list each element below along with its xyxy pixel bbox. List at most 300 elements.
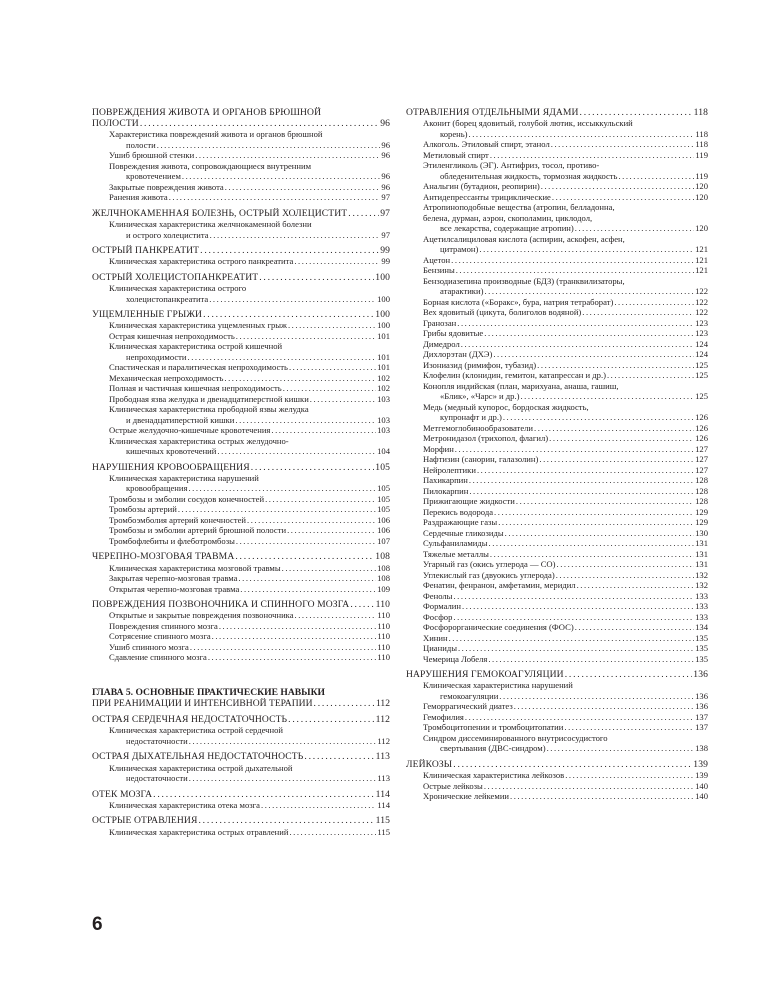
page-ref: 96 — [380, 118, 390, 130]
page-ref: 128 — [695, 496, 708, 507]
toc-subentry[interactable] — [406, 654, 708, 665]
toc-section[interactable] — [92, 714, 390, 725]
page-ref: 123 — [695, 328, 708, 339]
toc-section[interactable] — [92, 309, 390, 320]
page-ref: 126 — [695, 422, 708, 433]
toc-entry-line — [423, 223, 708, 234]
toc-subentry[interactable] — [406, 370, 708, 381]
toc-entry-text: Ацетон — [423, 254, 451, 265]
toc-entry-text: Фенолы — [423, 590, 453, 601]
toc-subentry[interactable] — [92, 331, 390, 342]
dot-leader — [188, 483, 376, 494]
dot-leader — [449, 633, 695, 644]
dot-leader — [283, 383, 376, 394]
dot-leader — [516, 496, 694, 507]
toc-entry-text: полости — [126, 139, 156, 150]
dot-leader — [140, 118, 379, 129]
toc-entry-line — [92, 462, 390, 473]
page-ref: 115 — [377, 826, 390, 837]
toc-subentry[interactable] — [406, 202, 708, 234]
toc-entry-text: Повреждения спинного мозга — [109, 620, 218, 631]
toc-entry-line — [423, 171, 708, 182]
toc-subentry[interactable] — [406, 781, 708, 792]
toc-entry-line — [109, 331, 390, 342]
toc-subentry[interactable] — [406, 423, 708, 434]
toc-entry-text: Клиническая характеристика нарушений — [109, 472, 259, 483]
toc-section[interactable] — [92, 107, 390, 129]
toc-section[interactable] — [92, 272, 390, 283]
page-ref: 125 — [695, 359, 708, 370]
toc-subentry[interactable] — [92, 425, 390, 436]
toc-entry-line — [423, 475, 708, 486]
toc-section[interactable] — [92, 815, 390, 826]
toc-subentry[interactable] — [406, 601, 708, 612]
dot-leader — [484, 328, 694, 339]
toc-subentry[interactable] — [92, 394, 390, 405]
toc-subentry[interactable] — [92, 161, 390, 182]
toc-entry-line — [423, 433, 708, 444]
toc-subentry[interactable] — [406, 360, 708, 371]
dot-leader — [607, 370, 694, 381]
toc-subentry[interactable] — [406, 791, 708, 802]
page-ref: 130 — [695, 527, 708, 538]
dot-leader — [200, 245, 379, 256]
toc-subentry[interactable] — [92, 563, 390, 574]
toc-entry-text: Острые лейкозы — [423, 780, 483, 791]
dot-leader — [287, 525, 376, 536]
toc-subentry[interactable] — [92, 341, 390, 362]
toc-entry-text: ЖЕЛЧНОКАМЕННАЯ БОЛЕЗНЬ, ОСТРЫЙ ХОЛЕЦИСТИТ — [92, 207, 348, 219]
toc-entry-text: Ранения живота — [109, 192, 168, 203]
toc-entry-line — [423, 622, 708, 633]
page-ref: 121 — [695, 244, 708, 255]
toc-entry-text: ОТРАВЛЕНИЯ ОТДЕЛЬНЫМИ ЯДАМИ — [406, 107, 579, 118]
toc-entry-text: Пилокарпин — [423, 485, 469, 496]
toc-subentry[interactable] — [406, 612, 708, 623]
toc-entry-text: недостаточности — [126, 773, 188, 784]
toc-entry-text: Борная кислота («Боракс», бура, натрия тетраборат) — [423, 296, 614, 307]
toc-subentry[interactable] — [92, 219, 390, 240]
dot-leader — [238, 573, 376, 584]
page-ref: 137 — [695, 722, 708, 733]
toc-entry-text: Сульфаниламиды — [423, 538, 488, 549]
toc-entry-text: Этиленгликоль (ЭГ). Антифриз, тосол, противо- — [423, 160, 600, 171]
toc-entry-line — [423, 496, 708, 507]
page-ref: 119 — [695, 170, 708, 181]
dot-leader — [208, 652, 377, 663]
page-ref: 118 — [695, 128, 708, 139]
toc-entry-line — [92, 815, 390, 826]
toc-section[interactable] — [92, 245, 390, 256]
toc-entry-line — [109, 563, 390, 574]
dot-leader — [490, 549, 694, 560]
page-ref: 101 — [377, 362, 390, 373]
toc-entry-line — [423, 192, 708, 203]
toc-entry-text: ПРИ РЕАНИМАЦИИ И ИНТЕНСИВНОЙ ТЕРАПИИ — [92, 698, 313, 710]
toc-entry-line — [92, 789, 390, 800]
toc-subentry[interactable] — [406, 633, 708, 644]
toc-entry-line — [423, 633, 708, 644]
toc-entry-text: недостаточности — [126, 735, 188, 746]
toc-entry-text: гемокоагуляции — [440, 690, 499, 701]
toc-entry-text: Фосфор — [423, 611, 453, 622]
toc-entry-text: Формалин — [423, 601, 462, 612]
page-ref: 101 — [377, 351, 390, 362]
page-ref: 112 — [377, 735, 390, 746]
toc-entry-line — [423, 265, 708, 276]
toc-subentry[interactable] — [406, 538, 708, 549]
dot-leader — [304, 751, 374, 762]
toc-subentry[interactable] — [92, 827, 390, 838]
toc-subentry[interactable] — [92, 621, 390, 632]
toc-entry-line — [423, 580, 708, 591]
toc-subentry[interactable] — [406, 507, 708, 518]
toc-entry-text: Атропиноподобные вещества (атропин, белладонна, — [423, 202, 615, 213]
toc-subentry[interactable] — [92, 362, 390, 373]
toc-entry-text: УЩЕМЛЕННЫЕ ГРЫЖИ — [92, 309, 203, 321]
toc-subentry[interactable] — [406, 701, 708, 712]
toc-entry-line — [423, 255, 708, 266]
page-ref: 103 — [377, 414, 390, 425]
toc-subentry[interactable] — [406, 402, 708, 423]
toc-entry-line — [423, 781, 708, 792]
toc-entry-line — [423, 591, 708, 602]
toc-subentry[interactable] — [406, 559, 708, 570]
toc-entry-line — [109, 652, 390, 663]
toc-subentry[interactable] — [406, 381, 708, 402]
dot-leader — [212, 631, 377, 642]
toc-entry-line — [423, 538, 708, 549]
toc-entry-text: Бензины — [423, 265, 455, 276]
toc-entry-line — [109, 294, 390, 305]
toc-section[interactable] — [406, 669, 708, 680]
toc-entry-text: Пахикарпин — [423, 475, 468, 486]
toc-subentry[interactable] — [406, 580, 708, 591]
toc-entry-text: Геморрагический диатез — [423, 701, 513, 712]
toc-subentry[interactable] — [92, 494, 390, 505]
toc-subentry[interactable] — [92, 800, 390, 811]
toc-entry-line — [109, 171, 390, 182]
toc-subentry[interactable] — [92, 642, 390, 653]
page-ref: 110 — [377, 620, 390, 631]
toc-entry-text: Спастическая и паралитическая непроходимость — [109, 362, 288, 373]
toc-subentry[interactable] — [406, 297, 708, 308]
dot-leader — [484, 781, 694, 792]
dot-leader — [564, 722, 694, 733]
toc-subentry[interactable] — [92, 373, 390, 384]
toc-entry-line — [423, 743, 708, 754]
page-ref: 101 — [377, 330, 390, 341]
dot-leader — [224, 373, 376, 384]
page-ref: 100 — [375, 271, 390, 283]
toc-subentry[interactable] — [92, 150, 390, 161]
toc-subentry[interactable] — [92, 283, 390, 304]
page-ref: 137 — [695, 711, 708, 722]
toc-entry-text: и двенадцатиперстной кишки — [126, 414, 235, 425]
page-ref: 97 — [380, 207, 390, 219]
page-ref: 106 — [377, 525, 390, 536]
toc-entry-text: Перекись водорода — [423, 506, 494, 517]
toc-entry-line — [406, 669, 708, 680]
toc-entry-text: Острые желудочно-кишечные кровотечения — [109, 425, 271, 436]
toc-subentry[interactable] — [406, 591, 708, 602]
toc-entry-line — [423, 307, 708, 318]
toc-entry-text: Анальгин (бутадион, реопирин) — [423, 181, 540, 192]
dot-leader — [461, 339, 694, 350]
toc-entry-line — [109, 610, 390, 621]
toc-subentry[interactable] — [92, 763, 390, 784]
toc-subentry[interactable] — [406, 722, 708, 733]
page-ref: 120 — [695, 223, 708, 234]
page-ref: 122 — [695, 286, 708, 297]
toc-entry-text: кровотечением — [126, 171, 181, 182]
toc-subentry[interactable] — [92, 610, 390, 621]
toc-entry-line — [92, 551, 390, 562]
toc-entry-line — [109, 494, 390, 505]
toc-entry-text: ПОЛОСТИ — [92, 118, 139, 130]
toc-section[interactable] — [92, 751, 390, 762]
toc-subentry[interactable] — [406, 549, 708, 560]
toc-section[interactable] — [92, 789, 390, 800]
toc-section[interactable] — [406, 107, 708, 118]
dot-leader — [247, 515, 376, 526]
page-ref: 118 — [693, 107, 708, 118]
dot-leader — [537, 360, 694, 371]
toc-subentry[interactable] — [406, 318, 708, 329]
toc-entry-line — [423, 507, 708, 518]
page-ref: 113 — [377, 773, 390, 784]
toc-subentry[interactable] — [406, 118, 708, 139]
toc-subentry[interactable] — [92, 573, 390, 584]
toc-subentry[interactable] — [406, 181, 708, 192]
dot-leader — [453, 612, 694, 623]
dot-leader — [235, 551, 374, 562]
toc-entry-line — [92, 698, 390, 709]
toc-subentry[interactable] — [92, 182, 390, 193]
page-ref: 107 — [377, 535, 390, 546]
toc-entry-text: атарактики) — [440, 286, 484, 297]
page-ref: 106 — [377, 514, 390, 525]
toc-section[interactable] — [406, 759, 708, 770]
toc-subentry[interactable] — [92, 652, 390, 663]
toc-subentry[interactable] — [92, 504, 390, 515]
toc-entry-line — [423, 297, 708, 308]
dot-leader — [577, 580, 695, 591]
page-ref: 136 — [695, 690, 708, 701]
dot-leader — [251, 462, 375, 473]
toc-section[interactable] — [92, 208, 390, 219]
toc-entry-text: Характеристика повреждений живота и органов брюшной — [109, 129, 323, 140]
toc-entry-text: Вех ядовитый (цикута, болиголов водяной) — [423, 307, 582, 318]
toc-entry-text: Димедрол — [423, 338, 460, 349]
toc-subentry[interactable] — [406, 139, 708, 150]
page-ref: 112 — [375, 698, 390, 710]
toc-left-column — [92, 107, 390, 837]
toc-entry-line — [109, 320, 390, 331]
toc-subentry[interactable] — [92, 525, 390, 536]
toc-entry-text: непроходимости — [126, 351, 187, 362]
toc-subentry[interactable] — [406, 712, 708, 723]
toc-entry-text: цитрамон) — [440, 244, 479, 255]
toc-subentry[interactable] — [406, 770, 708, 781]
toc-entry-text: Клиническая характеристика отека мозга — [109, 799, 260, 810]
toc-subentry[interactable] — [406, 528, 708, 539]
dot-leader — [514, 701, 694, 712]
toc-right-column — [406, 107, 708, 802]
toc-subentry[interactable] — [92, 192, 390, 203]
toc-entry-line — [423, 244, 708, 255]
toc-entry-text: Тромбофлебиты и флеботромбозы — [109, 535, 235, 546]
toc-entry-line — [423, 150, 708, 161]
dot-leader — [195, 150, 380, 161]
toc-subentry[interactable] — [92, 536, 390, 547]
dot-leader — [479, 244, 694, 255]
toc-subentry[interactable] — [406, 465, 708, 476]
toc-entry-text: Тяжелые металлы — [423, 548, 489, 559]
toc-entry-text: Сотрясение спинного мозга — [109, 631, 211, 642]
toc-entry-text: Фенатин, фенранон, амфетамин, меридил — [423, 580, 576, 591]
toc-entry-text: НАРУШЕНИЯ КРОВООБРАЩЕНИЯ — [92, 461, 250, 473]
dot-leader — [178, 504, 376, 515]
page-ref: 123 — [695, 317, 708, 328]
toc-subentry[interactable] — [92, 383, 390, 394]
toc-subentry[interactable] — [406, 255, 708, 266]
page-ref: 136 — [693, 669, 708, 681]
toc-subentry[interactable] — [92, 436, 390, 457]
toc-entry-text: Тромбоэмболия артерий конечностей — [109, 514, 247, 525]
toc-entry-text: Тромбозы и эмболии артерий брюшной полости — [109, 525, 287, 536]
toc-subentry[interactable] — [406, 680, 708, 701]
toc-entry-text: ПОВРЕЖДЕНИЯ ПОЗВОНОЧНИКА И СПИННОГО МОЗГА — [92, 599, 350, 611]
toc-subentry[interactable] — [92, 320, 390, 331]
toc-entry-line — [92, 272, 390, 283]
toc-entry-line — [423, 691, 708, 702]
toc-entry-line — [109, 373, 390, 384]
toc-subentry[interactable] — [92, 256, 390, 267]
toc-entry-line — [423, 444, 708, 455]
page-ref: 133 — [695, 590, 708, 601]
dot-leader — [271, 425, 376, 436]
toc-entry-line — [423, 318, 708, 329]
toc-entry-text: Сдавление спинного мозга — [109, 652, 207, 663]
toc-subentry[interactable] — [406, 517, 708, 528]
toc-subentry[interactable] — [92, 584, 390, 595]
dot-leader — [236, 536, 376, 547]
toc-entry-text: Острая кишечная непроходимость — [109, 330, 235, 341]
dot-leader — [188, 352, 377, 363]
toc-subentry[interactable] — [92, 129, 390, 150]
toc-subentry[interactable] — [406, 444, 708, 455]
toc-section[interactable] — [92, 551, 390, 562]
toc-subentry[interactable] — [406, 454, 708, 465]
toc-entry-line — [92, 245, 390, 256]
page-ref: 110 — [377, 610, 390, 621]
toc-entry-line — [109, 584, 390, 595]
toc-subentry[interactable] — [406, 643, 708, 654]
toc-entry-line — [423, 654, 708, 665]
toc-entry-text: Клиническая характеристика острого панкреатита — [109, 256, 294, 267]
dot-leader — [348, 208, 379, 219]
page-ref: 127 — [695, 443, 708, 454]
toc-entry-text: Клиническая характеристика острого — [109, 283, 247, 294]
toc-subentry[interactable] — [92, 725, 390, 746]
toc-subentry[interactable] — [406, 622, 708, 633]
toc-entry-text: Чемерица Лобеля — [423, 653, 488, 664]
toc-subentry[interactable] — [406, 733, 708, 754]
page-ref: 124 — [695, 338, 708, 349]
dot-leader — [503, 412, 694, 423]
dot-leader — [453, 759, 692, 770]
toc-subentry[interactable] — [406, 349, 708, 360]
toc-entry-text: Хронические лейкемии — [423, 791, 510, 802]
toc-entry-text: все лекарства, содержащие атропин) — [440, 223, 574, 234]
dot-leader — [565, 669, 693, 680]
toc-entry-line — [423, 722, 708, 733]
toc-section[interactable] — [92, 462, 390, 473]
toc-entry-line — [109, 631, 390, 642]
page-ref: 131 — [695, 538, 708, 549]
toc-subentry[interactable] — [406, 150, 708, 161]
toc-subentry[interactable] — [92, 473, 390, 494]
toc-entry-line — [423, 528, 708, 539]
toc-entry-text: Прижигающие жидкости — [423, 496, 515, 507]
toc-entry-text: Метгемоглобинообразователи — [423, 422, 534, 433]
toc-entry-line — [423, 129, 708, 140]
toc-section[interactable] — [92, 599, 390, 610]
toc-subentry[interactable] — [406, 265, 708, 276]
toc-entry-line — [423, 370, 708, 381]
toc-entry-line — [406, 107, 708, 118]
toc-subentry[interactable] — [406, 496, 708, 507]
toc-entry-text: Хинин — [423, 632, 448, 643]
toc-entry-text: Нейролептики — [423, 464, 476, 475]
page-ref: 113 — [375, 751, 390, 763]
toc-subentry[interactable] — [406, 160, 708, 181]
toc-subentry[interactable] — [406, 570, 708, 581]
toc-entry-line — [109, 642, 390, 653]
toc-chapter[interactable] — [92, 687, 390, 709]
toc-subentry[interactable] — [406, 328, 708, 339]
toc-subentry[interactable] — [92, 404, 390, 425]
toc-entry-line — [109, 140, 390, 151]
toc-entry-line — [109, 525, 390, 536]
toc-subentry[interactable] — [406, 433, 708, 444]
page-ref: 100 — [377, 320, 390, 331]
toc-subentry[interactable] — [406, 276, 708, 297]
toc-subentry[interactable] — [406, 234, 708, 255]
toc-entry-line — [92, 751, 390, 762]
toc-entry-line — [423, 701, 708, 712]
page-ref: 139 — [693, 758, 708, 770]
page-ref: 125 — [695, 370, 708, 381]
dot-leader — [453, 591, 694, 602]
toc-subentry[interactable] — [406, 307, 708, 318]
toc-entry-text: Клиническая характеристика желчнокаменной болезни — [109, 219, 312, 230]
toc-subentry[interactable] — [406, 192, 708, 203]
toc-subentry[interactable] — [92, 631, 390, 642]
dot-leader — [261, 800, 376, 811]
toc-entry-text: Углекислый газ (двуокись углерода) — [423, 569, 555, 580]
toc-subentry[interactable] — [406, 339, 708, 350]
toc-entry-text: ОТЕК МОЗГА — [92, 788, 153, 800]
dot-leader — [458, 643, 694, 654]
toc-subentry[interactable] — [92, 515, 390, 526]
dot-leader — [534, 423, 694, 434]
page-ref: 129 — [695, 506, 708, 517]
dot-leader — [465, 712, 694, 723]
toc-subentry[interactable] — [406, 475, 708, 486]
toc-subentry[interactable] — [406, 486, 708, 497]
